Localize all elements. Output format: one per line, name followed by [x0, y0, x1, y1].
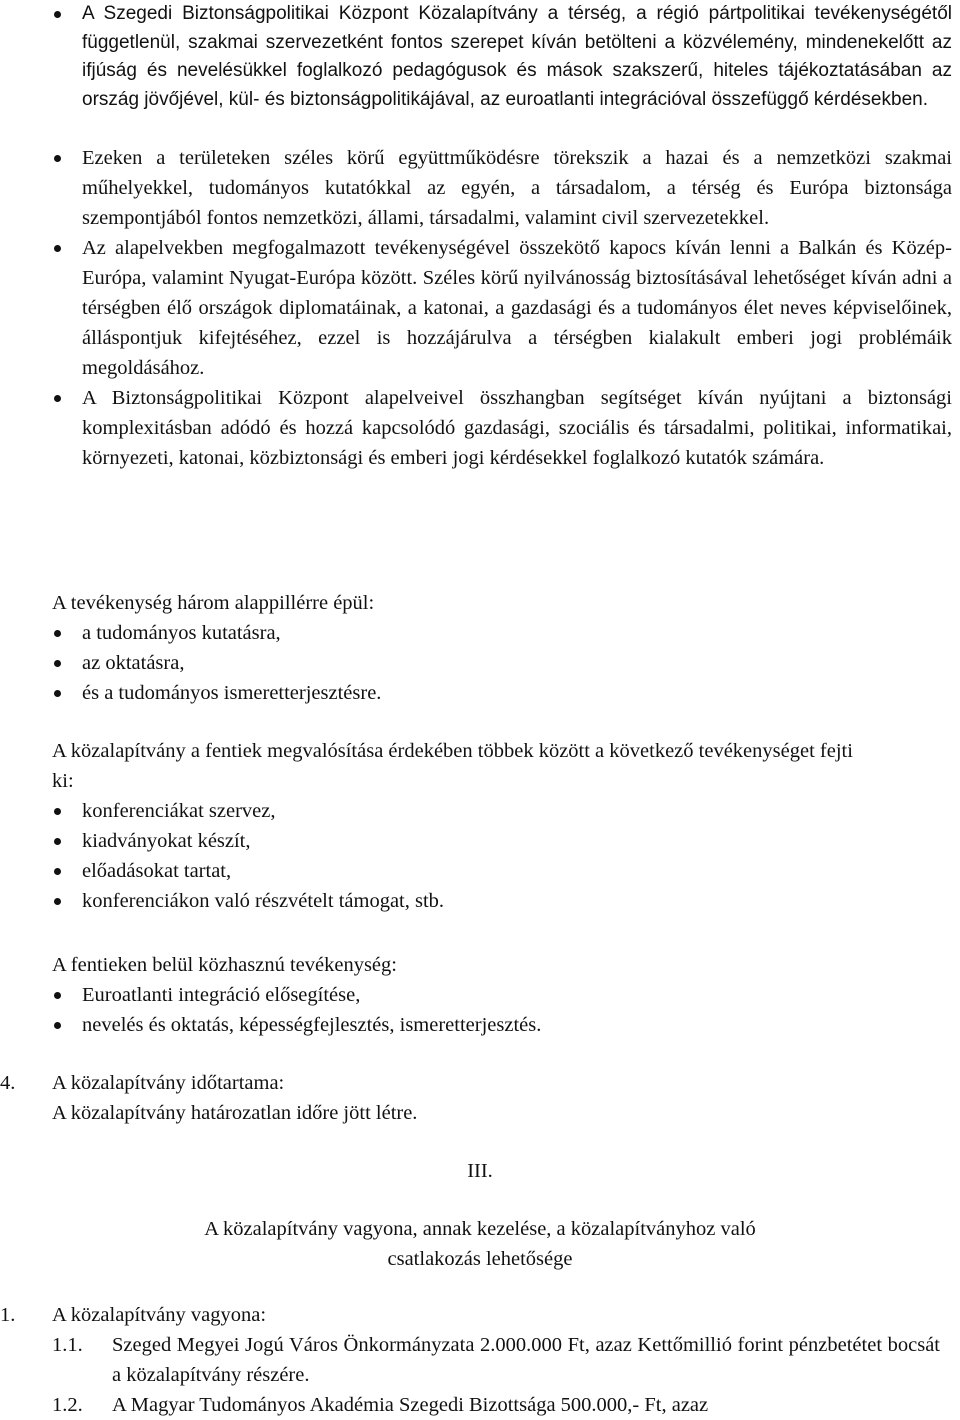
list-item: és a tudományos ismeretterjesztésre.	[0, 678, 960, 708]
list-item: Az alapelvekben megfogalmazott tevékenységével összekötő kapocs kíván lenni a Balkán és Közép-Európa, valamint Nyugat-Európa között. Széles körű nyilvánosság biztosításával lehetőséget kíván adni a térségben élő országok diplomatáinak, a katonai, a gazdasági és a tudományos élet neves képviselőinek, álláspontjuk kifejtéséhez, ezzel is hozzájárulva a térségben kialakult emberi jogi problémáik megoldásához.	[0, 233, 960, 383]
section-4	[0, 1068, 960, 1128]
activities-list	[0, 796, 960, 916]
cooperation-list	[0, 143, 960, 473]
list-item: kiadványokat készít,	[0, 826, 960, 856]
public-benefit-intro: A fentieken belül közhasznú tevékenység:	[52, 954, 397, 976]
list-item: Ezeken a területeken széles körű együttműködésre törekszik a hazai és a nemzetközi szakmai műhelyekkel, tudományos kutatókkal az egyén, a társadalom, a térség és Európa biztonsága szempontjából fontos nemzetközi, állami, társadalmi, valamint civil szervezetekkel.	[0, 143, 960, 233]
list-item: a tudományos kutatásra,	[0, 618, 960, 648]
chapter-numeral: III.	[467, 1160, 493, 1182]
subsection-number: 1.1.	[52, 1334, 83, 1356]
section-4-heading: A közalapítvány időtartama:	[52, 1072, 285, 1094]
pillars-list	[0, 618, 960, 708]
list-item: Euroatlanti integráció elősegítése,	[0, 980, 960, 1010]
pillars-intro: A tevékenység három alappillérre épül:	[52, 592, 375, 614]
public-benefit-list	[0, 980, 960, 1040]
section-4-text: A közalapítvány határozatlan időre jött létre.	[52, 1102, 418, 1124]
list-item: konferenciákon való részvételt támogat, stb.	[0, 886, 960, 916]
section-4-number: 4.	[0, 1072, 16, 1094]
subsection-number: 1.2.	[52, 1394, 83, 1416]
section-1-heading: A közalapítvány vagyona:	[52, 1304, 267, 1326]
subsection-text: A Magyar Tudományos Akadémia Szegedi Bizottsága 500.000,- Ft, azaz	[112, 1394, 709, 1416]
list-item: előadásokat tartat,	[0, 856, 960, 886]
public-benefit-block	[0, 950, 960, 1040]
chapter-title-line1: A közalapítvány vagyona, annak kezelése, a közalapítványhoz való	[204, 1218, 756, 1240]
list-item: A Biztonságpolitikai Központ alapelveivel összhangban segítséget kíván nyújtani a biztonsági komplexitásban adódó és hozzá kapcsolódó gazdasági, szociális és társadalmi, politikai, informatikai, környezeti, katonai, közbiztonsági és emberi jogi kérdésekkel foglalkozó kutatók számára.	[0, 383, 960, 473]
subsection	[0, 1330, 960, 1390]
list-item: nevelés és oktatás, képességfejlesztés, ismeretterjesztés.	[0, 1010, 960, 1040]
mission-list	[0, 0, 960, 114]
section-1-number: 1.	[0, 1304, 16, 1326]
activities-block	[0, 736, 960, 916]
subsection	[0, 1390, 960, 1420]
list-item: az oktatásra,	[0, 648, 960, 678]
activities-intro: A közalapítvány a fentiek megvalósítása érdekében többek között a következő tevékenységet fejti ki:	[52, 740, 853, 792]
list-item: konferenciákat szervez,	[0, 796, 960, 826]
subsection-text: Szeged Megyei Jogú Város Önkormányzata 2.000.000 Ft, azaz Kettőmillió forint pénzbetétet bocsát a közalapítvány részére.	[112, 1334, 940, 1386]
list-item: A Szegedi Biztonságpolitikai Központ Közalapítvány a térség, a régió pártpolitikai tevékenységétől függetlenül, szakmai szervezetként fontos szerepet kíván betölteni a közvélemény, mindenekelőtt az ifjúság és nevelésükkel foglalkozó pedagógusok és mások szakszerű, hiteles tájékoztatásában az ország jövőjével, kül- és biztonságpolitikájával, az euroatlanti integrációval összefüggő kérdésekben.	[0, 0, 960, 114]
chapter-title-line2: csatlakozás lehetősége	[387, 1248, 573, 1270]
section-1	[0, 1300, 960, 1420]
chapter-heading	[0, 1156, 960, 1274]
pillars-block	[0, 588, 960, 708]
